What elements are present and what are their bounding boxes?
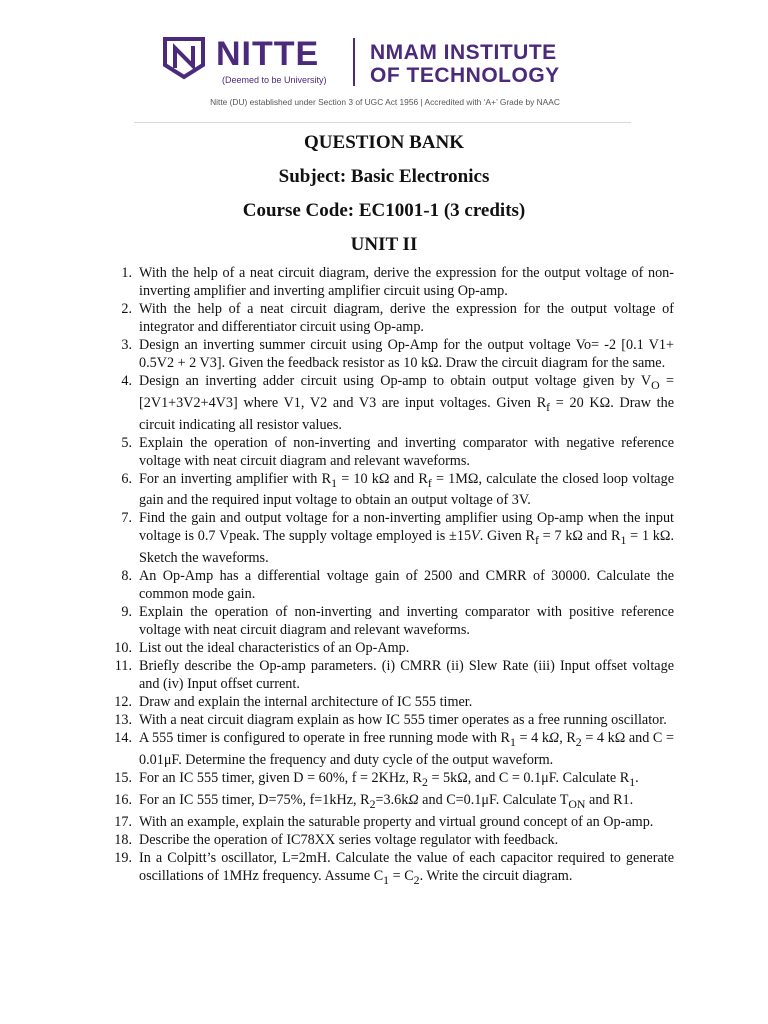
question-number: 4. (121, 373, 132, 389)
question-item (100, 639, 674, 657)
question-item (100, 300, 674, 336)
question-text: For an IC 555 timer, D=75%, f=1kHz, $R_2=3.6k\Omega$ and C=0.1μF. Calculate $T_{ON}$ and R1. (139, 791, 634, 811)
question-item (100, 813, 674, 831)
institution-header (134, 28, 631, 123)
question-text: Draw and explain the internal architecture of IC 555 timer. (139, 694, 473, 711)
question-text: For an inverting amplifier with $R_1 = 10$ kΩ and $R_f = 1M\Omega$, calculate the closed loop voltage gain and the required input voltage to obtain an output voltage of 3V. (139, 470, 674, 509)
question-item (100, 372, 674, 434)
question-text: Design an inverting adder circuit using Op-amp to obtain output voltage given by $V_O = [2V1+3V2+4V3]$ where V1, V2 and V3 are input voltages. Given $R_f = 20$ KΩ. Draw the circuit indicating all resistor values. (139, 373, 674, 433)
question-text: An Op-Amp has a differential voltage gain of 2500 and CMRR of 30000. Calculate the common mode gain. (139, 568, 674, 603)
nitte-logo-icon (160, 36, 208, 80)
question-number: 13. (114, 712, 132, 729)
question-number: 16. (114, 791, 132, 808)
question-item (100, 791, 674, 813)
question-item (100, 336, 674, 372)
question-item (100, 729, 674, 769)
institute-name-line2: OF TECHNOLOGY (370, 64, 560, 87)
question-text: Explain the operation of non-inverting and inverting comparator with negative reference voltage with neat circuit diagram and relevant waveforms. (139, 434, 674, 469)
question-item (100, 567, 674, 603)
institute-name-line1: NMAM INSTITUTE (370, 41, 557, 64)
question-item (100, 849, 674, 889)
question-number: 10. (114, 640, 132, 657)
question-text: Explain the operation of non-inverting and inverting comparator with positive reference voltage with neat circuit diagram and relevant waveforms. (139, 604, 674, 639)
question-text: For an IC 555 timer, given D = 60%, f = 2KHz, $R_2 = 5k\Omega$, and C = 0.1μF. Calculate $R_1$. (139, 770, 639, 789)
question-item (100, 657, 674, 693)
question-list (100, 264, 674, 889)
question-text: In a Colpitt’s oscillator, L=2mH. Calculate the value of each capacitor required to generate oscillations of 1MHz frequency. Assume $C_1 = C_2$. Write the circuit diagram. (139, 849, 674, 887)
question-number: 1. (121, 265, 132, 281)
document-title: QUESTION BANK (304, 132, 464, 153)
question-item (100, 711, 674, 729)
question-number: 14. (114, 730, 132, 747)
question-number: 8. (121, 568, 132, 585)
question-number: 5. (121, 434, 132, 451)
question-item (100, 470, 674, 510)
question-text: List out the ideal characteristics of an Op-Amp. (139, 640, 410, 657)
question-item (100, 693, 674, 711)
question-number: 7. (121, 510, 132, 527)
question-number: 3. (121, 337, 132, 353)
question-text: Design an inverting summer circuit using Op-Amp for the output voltage Vo= -2 [0.1 V1+ 0.5V2 + 2 V3]. Given the feedback resistor as 10 kΩ. Draw the circuit diagram for the same. (139, 337, 674, 371)
question-number: 15. (114, 770, 132, 787)
question-number: 11. (114, 658, 132, 675)
question-item (100, 603, 674, 639)
question-item (100, 769, 674, 791)
question-item (100, 434, 674, 470)
question-item (100, 831, 674, 849)
question-text: With the help of a neat circuit diagram, derive the expression for the output voltage of integrator and differentiator circuit using Op-amp. (139, 301, 674, 335)
document-titles (0, 128, 768, 264)
question-number: 19. (114, 849, 132, 866)
accreditation-line: Nitte (DU) established under Section 3 of UGC Act 1956 | Accredited with ‘A+’ Grade by NAAC (210, 97, 560, 107)
question-number: 9. (121, 604, 132, 621)
course-code-line: Course Code: EC1001-1 (3 credits) (242, 200, 526, 221)
question-number: 18. (114, 831, 132, 848)
nitte-subtitle: (Deemed to be University) (222, 75, 327, 85)
subject-line: Subject: Basic Electronics (278, 166, 490, 187)
question-item (100, 264, 674, 300)
question-text: With an example, explain the saturable property and virtual ground concept of an Op-amp. (139, 813, 654, 830)
nitte-wordmark: NITTE (216, 35, 320, 73)
question-text: With the help of a neat circuit diagram, derive the expression for the output voltage of non-inverting amplifier and inverting amplifier circuit using Op-amp. (139, 265, 674, 299)
question-text: Find the gain and output voltage for a non-inverting amplifier using Op-amp when the input voltage is 0.7 Vpeak. The supply voltage employed is ±15V. Given $R_f = 7$ kΩ and $R_1 = 1$ kΩ. Sketch the waveforms. (139, 510, 674, 567)
question-number: 6. (121, 470, 132, 487)
question-number: 2. (121, 301, 132, 317)
question-text: Describe the operation of IC78XX series voltage regulator with feedback. (139, 831, 559, 848)
question-text: With a neat circuit diagram explain as how IC 555 timer operates as a free running oscillator. (139, 712, 667, 729)
question-text: A 555 timer is configured to operate in free running mode with $R_1 = 4$ kΩ, $R_2 = 4$ kΩ and C = 0.01μF. Determine the frequency and duty cycle of the output waveform. (139, 730, 674, 769)
question-number: 17. (114, 813, 132, 830)
question-text: Briefly describe the Op-amp parameters. (i) CMRR (ii) Slew Rate (iii) Input offset voltage and (iv) Input offset current. (139, 658, 674, 693)
question-item (100, 509, 674, 567)
question-number: 12. (114, 694, 132, 711)
header-divider (353, 38, 355, 86)
unit-heading: UNIT II (350, 234, 418, 255)
